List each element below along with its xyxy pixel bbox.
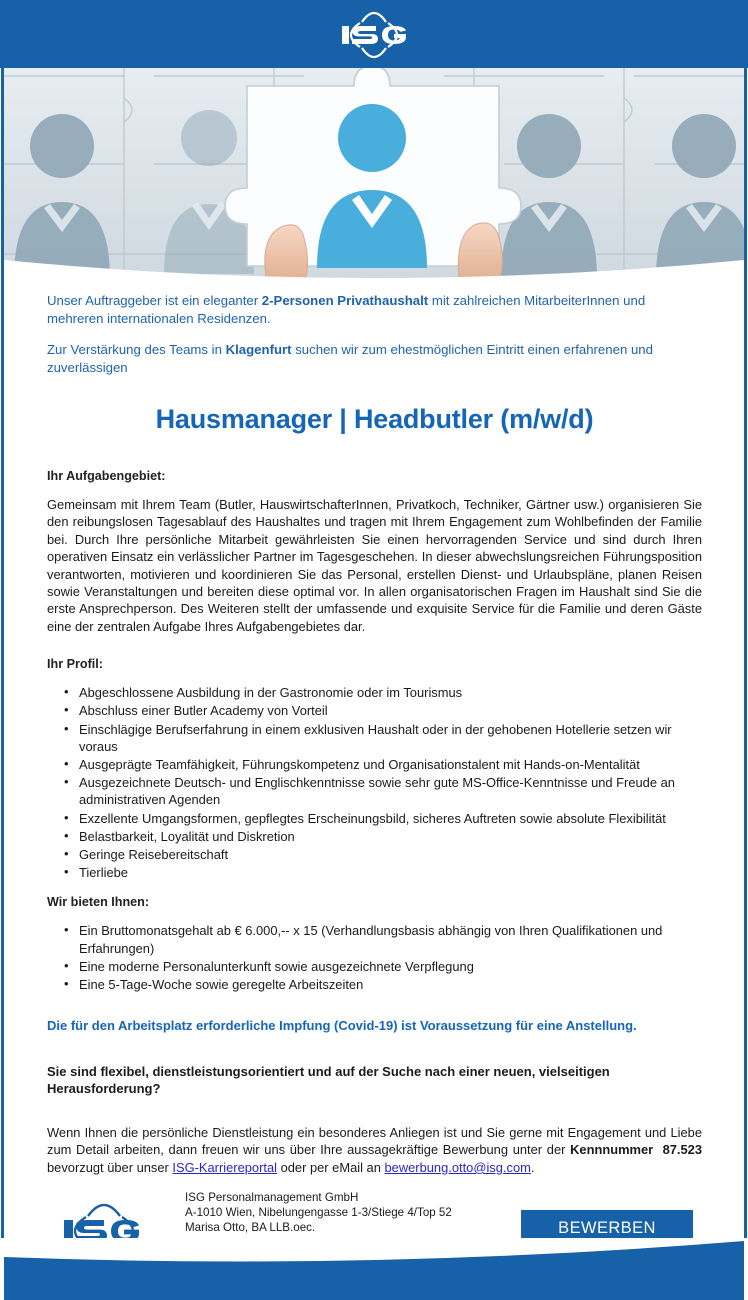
profile-list: [47, 684, 702, 881]
offer-list: [47, 922, 702, 993]
intro-p1-bold: 2-Personen Privathaushalt: [261, 293, 429, 308]
kennnummer-label: Kennnummer: [570, 1142, 654, 1158]
tasks-paragraph: Gemeinsam mit Ihrem Team (Butler, HauswirtschafterInnen, Privatkoch, Techniker, Gärtner usw.) organisieren Sie den reibungslosen Tagesablauf des Haushaltes und tragen mit Ihrem Engagement zum Wohlbefinden der Familie bei. Durch Ihre persönliche Mitarbeit gewährleisten Sie einen hervorragenden Service und sind durch Ihren operativen Einsatz ein verlässlicher Partner im Tagesgeschehen. In dieser abwechslungsreichen Führungsposition verantworten, motivieren und koordinieren Sie das Personal, erstellen Dienst- und Urlaubspläne, planen Reisen sowie Veranstaltungen und bereiten diese optimal vor. In allen organisatorischen Fragen im Haushalt sind Sie die erste Ansprechperson. Des Weiteren stellt der umfassende und exquisite Service für die Familie und deren Gäste eine der zentralen Aufgabe Ihres Aufgabengebietes dar.: [47, 497, 702, 634]
list-item: • Belastbarkeit, Loyalität und Diskretion: [77, 828, 702, 845]
list-item: • Abgeschlossene Ausbildung in der Gastronomie oder im Tourismus: [77, 684, 702, 701]
footer-contact-person: Marisa Otto, BA LLB.oec.: [185, 1221, 316, 1235]
hero-puzzle-illustration: [4, 68, 744, 278]
list-item: • Ausgezeichnete Deutsch- und Englischkenntnisse sowie sehr gute MS-Office-Kenntnisse und Freude an administrativen Agenden: [77, 774, 702, 808]
header-bar: [0, 0, 748, 68]
footer-company: ISG Personalmanagement GmbH: [185, 1191, 359, 1204]
closing-email-link[interactable]: bewerbung.otto@isg.com: [384, 1159, 531, 1175]
apply-button[interactable]: BEWERBEN: [521, 1210, 693, 1246]
content-area: [47, 292, 702, 1177]
list-item: • Tierliebe: [77, 864, 702, 881]
intro-paragraph-1: [47, 292, 702, 327]
list-item: • Abschluss einer Butler Academy von Vorteil: [77, 702, 702, 719]
list-item: • Einschlägige Berufserfahrung in einem exklusiven Haushalt oder in der gehobenen Hotellerie setzen wir voraus: [77, 721, 702, 755]
isg-career-portal-link[interactable]: ISG-Karriereportal: [172, 1159, 277, 1175]
tasks-heading: Ihr Aufgabengebiet:: [47, 469, 166, 483]
list-item: • Exzellente Umgangsformen, gepflegtes Erscheinungsbild, sicheres Auftreten sowie absolute Flexibilität: [77, 810, 702, 827]
page-border-right: [744, 68, 747, 1238]
closing-part2: bevorzugt über unser: [47, 1159, 173, 1175]
footer-address: A-1010 Wien, Nibelungengasse 1-3/Stiege 4/Top 52: [185, 1206, 452, 1220]
list-item: • Eine moderne Personalunterkunft sowie ausgezeichnete Verpflegung: [77, 958, 702, 975]
intro-p2-bold: Klagenfurt: [225, 342, 292, 357]
profile-heading: Ihr Profil:: [47, 657, 103, 672]
intro-p1-before: Unser Auftraggeber ist ein eleganter: [47, 293, 262, 308]
question-text: Sie sind flexibel, dienstleistungsorientiert und auf der Suche nach einer neuen, vielseitigen Herausforderung?: [47, 1063, 610, 1097]
isg-logo-header-icon: [314, 6, 434, 64]
closing-paragraph: [47, 1124, 702, 1177]
kennnummer-value: 87.523: [662, 1142, 702, 1158]
covid-notice: Die für den Arbeitsplatz erforderliche Impfung (Covid-19) ist Voraussetzung für eine Anstellung.: [47, 1018, 637, 1034]
closing-part4: .: [530, 1159, 535, 1175]
closing-part3: oder per eMail an: [277, 1159, 385, 1175]
intro-p1-after: mit zahlreichen MitarbeiterInnen und mehreren internationalen Residenzen.: [47, 293, 646, 326]
intro-p2-after: suchen wir zum ehestmöglichen Eintritt einen erfahrenen und zuverlässigen: [47, 342, 653, 375]
offer-heading: Wir bieten Ihnen:: [47, 895, 150, 910]
page-border-left: [1, 68, 4, 1238]
hero-image: [4, 68, 744, 278]
job-title: Hausmanager | Headbutler (m/w/d): [155, 404, 594, 434]
footer-top-curve: [4, 1238, 744, 1267]
list-item: • Ausgeprägte Teamfähigkeit, Führungskompetenz und Organisationstalent mit Hands-on-Mentalität: [77, 756, 702, 773]
list-item: • Eine 5-Tage-Woche sowie geregelte Arbeitszeiten: [77, 976, 702, 993]
list-item: • Geringe Reisebereitschaft: [77, 846, 702, 863]
intro-paragraph-2: [47, 341, 702, 376]
footer-blue-band: [4, 1238, 744, 1300]
intro-p2-before: Zur Verstärkung des Teams in: [47, 342, 226, 357]
list-item: • Ein Bruttomonatsgehalt ab € 6.000,-- x 15 (Verhandlungsbasis abhängig von Ihren Qualifikationen und Erfahrungen): [77, 922, 702, 956]
closing-part1: Wenn Ihnen die persönliche Dienstleistung ein besonderes Anliegen ist und Sie gerne mit Engagement und Liebe zum Detail arbeiten, dann freuen wir uns über Ihre aussagekräftige Bewerbung unter der: [47, 1124, 702, 1158]
